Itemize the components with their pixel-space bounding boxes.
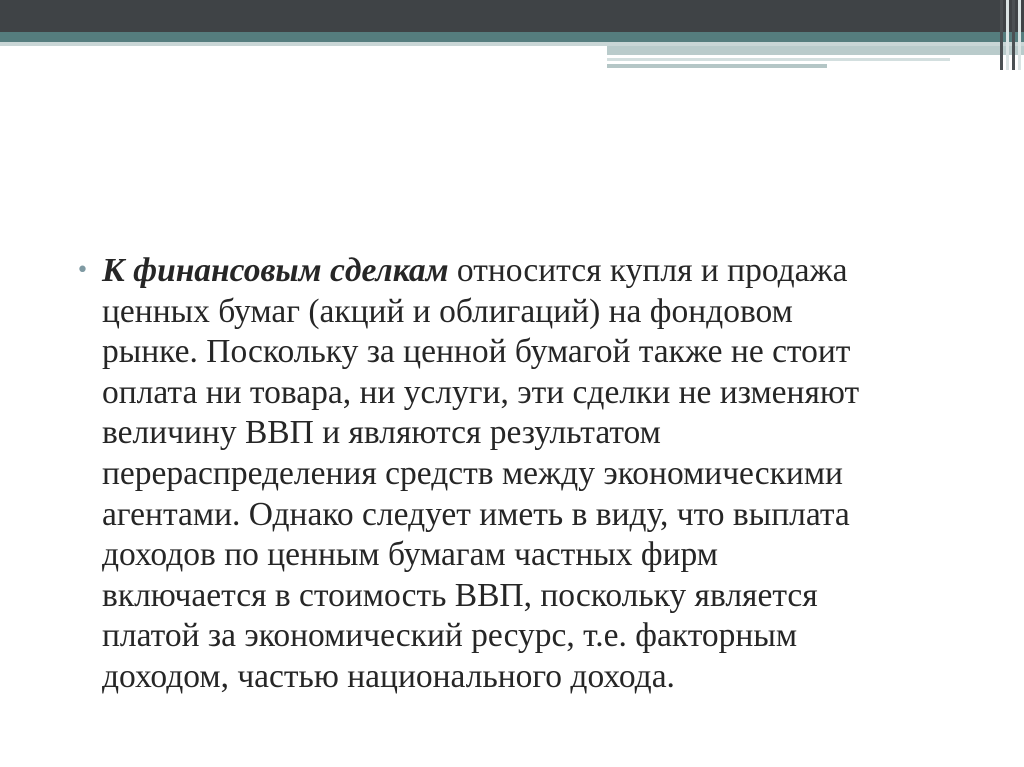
bullet-item [76,251,956,698]
decorative-stripe [607,46,1024,55]
paragraph-line: агентами. Однако следует иметь в виду, что выплата [102,495,850,533]
paragraph-line: включается в стоимость ВВП, поскольку является [102,576,818,614]
paragraph-line: оплата ни товара, ни услуги, эти сделки не изменяют [102,373,860,411]
bullet-icon: • [76,258,89,283]
paragraph-line: перераспределения средств между экономическими [102,454,843,492]
paragraph-line: относится купля и продажа [448,252,848,289]
header-band-teal [0,32,1024,42]
paragraph-lead-term: К финансовым сделкам [102,252,449,289]
decorative-edge-lines [996,0,1024,70]
decorative-stripe [607,58,950,61]
decorative-stripe [607,64,827,68]
slide-body [76,251,956,698]
edge-line [1018,0,1021,70]
paragraph-line: доходов по ценным бумагам частных фирм [102,536,718,574]
header-band-dark [0,0,1024,32]
edge-line [1000,0,1003,70]
paragraph-line: доходом, частью национального дохода. [102,657,675,695]
paragraph-line: платой за экономический ресурс, т.е. факторным [102,617,798,655]
paragraph-line: величину ВВП и являются результатом [102,414,661,452]
edge-line [1012,0,1015,70]
paragraph-line: рынке. Поскольку за ценной бумагой также не стоит [102,333,851,371]
bullet-paragraph [102,251,952,698]
edge-line [1006,0,1009,70]
paragraph-line: ценных бумаг (акций и облигаций) на фондовом [102,292,793,330]
